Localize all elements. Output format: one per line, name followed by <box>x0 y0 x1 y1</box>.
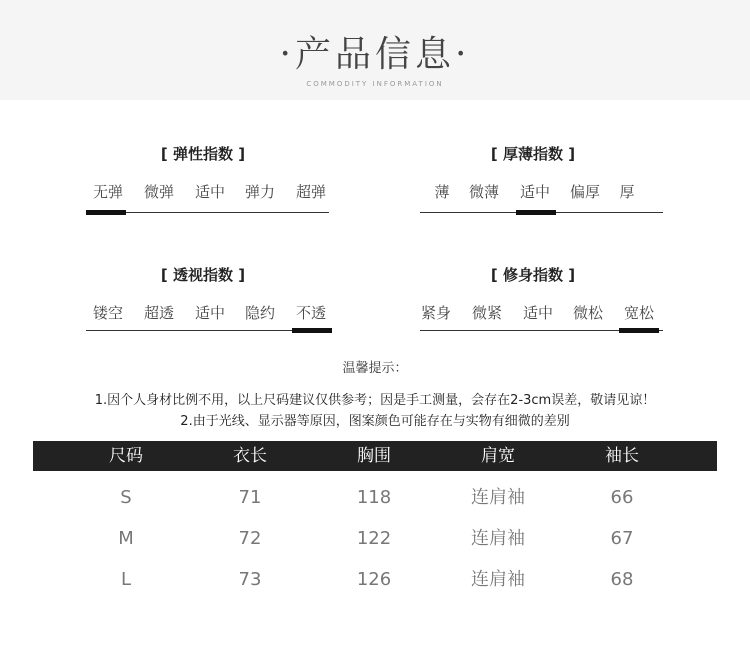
column-header: 衣长 <box>233 446 267 466</box>
column-header: 尺码 <box>109 446 143 466</box>
index-title: [ 修身指数 ] <box>490 266 576 284</box>
table-cell: M <box>118 528 134 549</box>
index-title: [ 弹性指数 ] <box>160 145 246 163</box>
table-cell: 连肩袖 <box>471 528 525 549</box>
table-row <box>33 519 717 559</box>
index-option: 微松 <box>572 304 603 322</box>
index-option: 微薄 <box>468 183 499 201</box>
table-cell: 72 <box>238 528 262 549</box>
table-cell: 连肩袖 <box>471 569 525 590</box>
index-option: 弹力 <box>244 183 275 201</box>
tips-line-1: 1.因个人身材比例不用，以上尺码建议仅供参考；因是手工测量，会存在2-3cm误差，敬请见谅！ <box>94 393 656 408</box>
index-title: [ 透视指数 ] <box>160 266 246 284</box>
index-option: 适中 <box>519 183 550 201</box>
page-header <box>0 0 750 100</box>
index-option: 适中 <box>194 304 225 322</box>
index-option: 隐约 <box>244 304 275 322</box>
index-option: 镂空 <box>92 304 123 322</box>
table-cell: 66 <box>610 487 634 508</box>
table-cell: L <box>120 569 132 590</box>
table-cell: 连肩袖 <box>471 487 525 508</box>
index-option: 适中 <box>194 183 225 201</box>
index-option: 紧身 <box>420 304 451 322</box>
size-table-header <box>33 441 717 471</box>
page-title: ·产品信息· <box>279 34 471 75</box>
table-cell: 73 <box>238 569 262 590</box>
index-option: 厚 <box>619 183 635 201</box>
index-option: 薄 <box>434 183 450 201</box>
table-row <box>33 478 717 518</box>
index-option: 宽松 <box>623 304 654 322</box>
page-subtitle: COMMODITY INFORMATION <box>306 80 444 88</box>
index-selected-marker <box>292 328 332 333</box>
column-header: 肩宽 <box>481 446 515 466</box>
index-option: 不透 <box>295 304 326 322</box>
table-row <box>33 560 717 600</box>
index-selected-marker <box>516 210 556 215</box>
index-option: 偏厚 <box>569 183 600 201</box>
column-header: 袖长 <box>605 446 639 466</box>
index-option: 微紧 <box>471 304 502 322</box>
index-option: 无弹 <box>92 183 123 201</box>
index-option: 适中 <box>522 304 553 322</box>
index-option: 微弹 <box>143 183 174 201</box>
tips-line-2: 2.由于光线、显示器等原因，图案颜色可能存在与实物有细微的差别 <box>180 414 570 429</box>
table-cell: 67 <box>610 528 634 549</box>
table-cell: S <box>120 487 132 508</box>
table-cell: 122 <box>356 528 392 549</box>
table-cell: 126 <box>356 569 392 590</box>
index-option: 超弹 <box>295 183 326 201</box>
index-selected-marker <box>86 210 126 215</box>
column-header: 胸围 <box>357 446 391 466</box>
table-cell: 118 <box>356 487 392 508</box>
tips-title: 温馨提示： <box>342 361 408 376</box>
index-title: [ 厚薄指数 ] <box>490 145 576 163</box>
table-cell: 71 <box>238 487 262 508</box>
index-selected-marker <box>619 328 659 333</box>
table-cell: 68 <box>610 569 634 590</box>
index-option: 超透 <box>143 304 174 322</box>
